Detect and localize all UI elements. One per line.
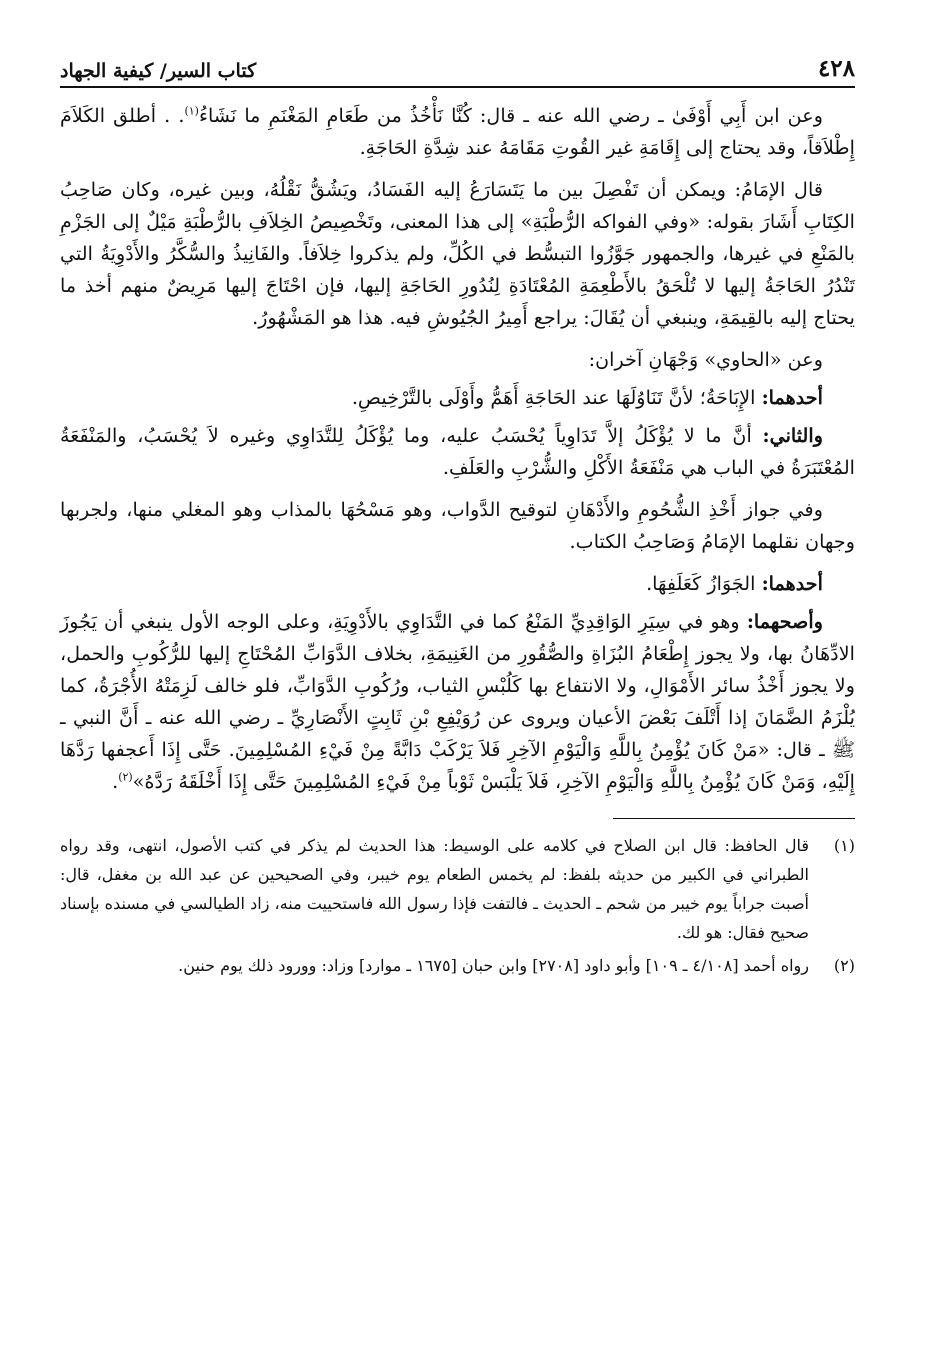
footnote bbox=[60, 951, 855, 980]
paragraph bbox=[60, 606, 855, 798]
page-number: ٤٢٨ bbox=[817, 55, 855, 82]
paragraph bbox=[60, 174, 855, 334]
paragraph bbox=[60, 382, 855, 414]
footnote bbox=[60, 831, 855, 947]
footnote-marker: (٢) bbox=[118, 770, 133, 784]
paragraph-text-after: . . أطلق الكَلاَمَ إِطْلاَقاً، وقد يحتاج إلى إِقَامَةِ غير القُوتِ مَقَامَهُ عند شِدَّةِ الحَاجَةِ. bbox=[60, 104, 855, 159]
main-text bbox=[60, 100, 855, 798]
footnote-text: قال الحافظ: قال ابن الصلاح في كلامه على الوسيط: هذا الحديث لم يذكر في كتب الأصول، انتهى، وقد رواه الطبراني في الكبير من حديثه بلفظ: لم يخمس الطعام يوم خيبر، وفي الصحيحين عن عبد الله بن مغفل، قال: أصبت جراباً يوم خيبر من شحم ـ الحديث ـ فالتفت فإذا رسول الله فاستحييت منه، زاد الطيالسي في مسنده بإسناد صحيح فقال: هو لك. bbox=[60, 836, 810, 942]
footnote-divider bbox=[613, 818, 855, 819]
paragraph-text: وهو في سِيَرِ الوَاقِدِيِّ المَنْعُ كما في التَّدَاوِي بالأَدْوِيَةِ، وعلى الوجه الأول ينبغي أن يَجُوزَ الادِّهَانُ بها، ولا يجوز إِطْعَامُ البُزَاةِ والصُّقُورِ من الغَنِيمَةِ، بخلاف الدَّوَابِّ المُحْتَاجِ إليها للرُّكُوبِ والحمل، ولا يجوز أَخْذُ سائر الأَمْوَالِ، ولا الانتفاع بها كَلُبْسِ الثياب، ورُكُوبِ الدَّوَابِّ، فلو خالف لَزِمَتْهُ الأُجْرَةُ، كما يُلْزَمُ الضَّمَانَ إذا أَتْلَفَ بَعْضَ الأعيان ويروى عن رُوَيْفِعِ بْنِ ثَابِتٍ الأَنْصَارِيِّ ـ رضي الله عنه ـ أَنَّ النبي ـ ﷺ ـ قال: «مَنْ كَانَ يُؤْمِنُ بِاللَّهِ وَالْيَوْمِ الآخِرِ فَلاَ يَرْكَبْ دَابَّةً مِنْ فَيْءِ المُسْلِمِينَ. حَتَّى إِذَا أَعجفها رَدَّهَا إِلَيْهِ، وَمَنْ كَانَ يُؤْمِنُ بِاللَّهِ وَالْيَوْمِ الآخِرِ، فَلاَ يَلْبَسْ ثَوْباً مِنْ فَيْءِ المُسْلِمِينَ حَتَّى إِذَا أَخْلَقَهُ رَدَّهُ» bbox=[60, 610, 855, 793]
paragraph bbox=[60, 344, 855, 376]
footnote-number: (٢) bbox=[833, 956, 855, 975]
paragraph-lead: والثاني: bbox=[762, 424, 823, 447]
footnote-number: (١) bbox=[833, 836, 855, 855]
page-header bbox=[60, 44, 855, 88]
footnote-text: رواه أحمد [٤/١٠٨ ـ ١٠٩] وأبو داود [٢٧٠٨] وابن حبان [١٦٧٥ ـ موارد] وزاد: وورود ذلك يوم حنين. bbox=[178, 956, 809, 975]
paragraph-text-after: . bbox=[112, 770, 119, 793]
paragraph-text: الإِبَاحَةُ؛ لأنَّ تَنَاوُلَهَا عند الحَاجَةِ أَهَمُّ وأَوْلَى بالتَّرْخِيصِ. bbox=[351, 386, 762, 409]
footnotes bbox=[60, 831, 855, 980]
paragraph-text: وفي جواز أَخْذِ الشُّحُومِ والأَدْهَانِ لتوقيح الدَّواب، وهو مَسْحُهَا بالمذاب وهو المغلي منها، ولجربها وجهان نقلهما الإمَامُ وَصَاحِبُ الكتاب. bbox=[60, 498, 855, 553]
book-page bbox=[60, 44, 855, 1306]
footnote-marker: (١) bbox=[184, 104, 199, 118]
paragraph-lead: وأصحهما: bbox=[746, 610, 823, 633]
paragraph bbox=[60, 568, 855, 600]
paragraph-lead: أحدهما: bbox=[761, 572, 823, 595]
running-title: كتاب السير/ كيفية الجهاد bbox=[60, 60, 257, 82]
paragraph-text: أنَّ ما لا يُؤْكَلُ إلاَّ تَدَاوِياً يُحْسَبُ عليه، وما يُؤْكَلُ لِلتَّدَاوِي وغيره لاَ يُحْسَبُ، والمَنْفَعَةُ المُعْتَبَرَةُ في الباب هي مَنْفَعَةُ الأَكْلِ والشُّرْبِ والعَلَفِ. bbox=[60, 424, 855, 479]
paragraph-text: قال الإمَامُ: ويمكن أن تَفْصِلَ بين ما يَتَسَارَعُ إليه الفَسَادُ، ويَشُقُّ نَقْلُهُ، وبين غيره، وكان صَاحِبُ الكِتَابِ أَشَارَ بقوله: «وفي الفواكه الرُّطْبَةِ» إلى هذا المعنى، وتَخْصِيصُ الخِلاَفِ بالرُّطْبَةِ مَيْلٌ إلى الجَزْمِ بالمَنْعِ في غيرها، والجمهور جَوَّزُوا التبسُّط في الكُلِّ، ولم يذكروا خِلاَفاً. والفَانِيذُ والسُّكَّرُ والأَدْوِيَةُ التي تَنْدُرُ الحَاجَةُ إليها لا تُلْحَقُ بالأَطْعِمَةِ المُعْتَادَةِ لِنُدُورِ الحَاجَةِ إليها، فإن احْتَاجَ إليها مَرِيضٌ منهم أخذ ما يحتاج إليه بالقِيمَةِ، وينبغي أن يُقَالَ: يراجع أَمِيرُ الجُيُوشِ فيه. هذا هو المَشْهُورُ. bbox=[60, 178, 855, 329]
paragraph-text: وعن «الحاوي» وَجْهَانِ آخران: bbox=[588, 348, 823, 371]
paragraph bbox=[60, 100, 855, 164]
paragraph-text: الجَوَازُ كَعَلَفِهَا. bbox=[646, 572, 762, 595]
paragraph bbox=[60, 420, 855, 484]
paragraph-lead: أحدهما: bbox=[761, 386, 823, 409]
paragraph-text: وعن ابن أَبِي أَوْفَىٰ ـ رضي الله عنه ـ قال: كُنَّا نَأْخُذُ من طَعَامِ المَغْنَمِ ما نَشَاءُ bbox=[198, 104, 824, 127]
paragraph bbox=[60, 494, 855, 558]
